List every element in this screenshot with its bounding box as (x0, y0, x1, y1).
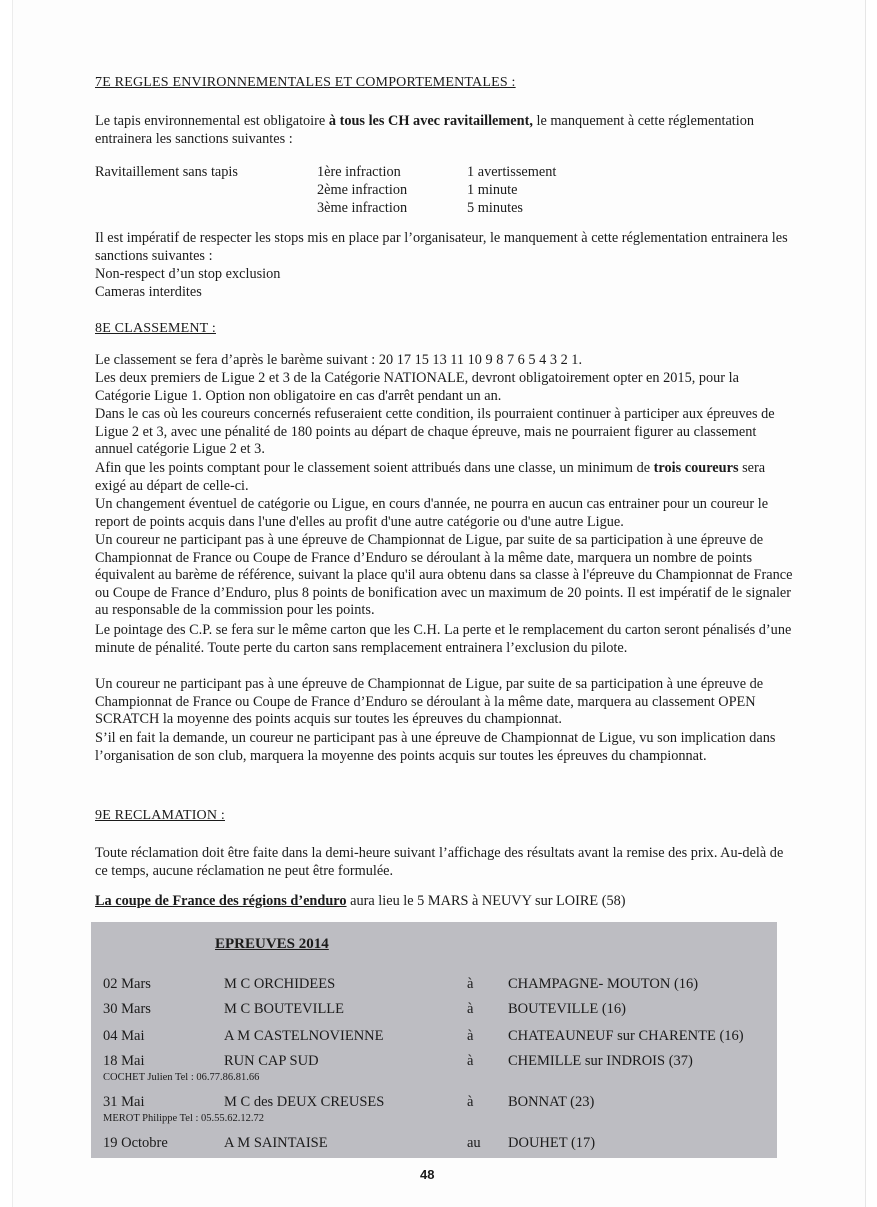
event-city: DOUHET (17) (508, 1135, 596, 1151)
section-8-paragraph-1: Le classement se fera d’après le barème suivant : 20 17 15 13 11 10 9 8 7 6 5 4 3 2 1. (95, 352, 583, 368)
section-8-paragraph-4: Afin que les points comptant pour le classement soient attribués dans une classe, un minimum de trois coureurs sera exigé au départ de celle-ci. (95, 460, 766, 494)
event-city: CHATEAUNEUF sur CHARENTE (16) (508, 1028, 744, 1044)
event-preposition: à (467, 1028, 474, 1044)
section-7-heading (95, 75, 516, 91)
section-7-heading-rest: EGLES ENVIRONNEMENTALES ET COMPORTEMENTALES : (124, 75, 516, 90)
event-date: 04 Mai (103, 1028, 145, 1044)
event-preposition: à (467, 1094, 474, 1110)
sanction-label: Ravitaillement sans tapis (95, 164, 238, 180)
event-club: M C ORCHIDEES (224, 976, 336, 992)
event-city: CHEMILLE sur INDROIS (37) (508, 1053, 693, 1069)
cup-announcement: La coupe de France des régions d’enduro aura lieu le 5 MARS à NEUVY sur LOIRE (58) (95, 893, 626, 909)
event-date: 02 Mars (103, 976, 151, 992)
sanction-row: 2ème infraction 1 minute (317, 182, 518, 198)
event-date: 18 Mai (103, 1053, 145, 1069)
section-8-paragraph-8: Un coureur ne participant pas à une épreuve de Championnat de Ligue, par suite de sa participation à une épreuve de Championnat de France ou Coupe de France d’Enduro se déroulant à la même date, marquera au classement OPEN SCRATCH la moyenne des points acquis sur toutes les épreuves du championnat. (95, 676, 764, 728)
section-8-paragraph-5: Un changement éventuel de catégorie ou Ligue, en cours d'année, ne pourra en aucun cas entrainer pour un coureur le report de points acquis dans l'une d'elles au profit d'une autre catégorie ou d'une autre Ligue. (95, 496, 769, 530)
section-7-paragraph-1: Le tapis environnemental est obligatoire à tous les CH avec ravitaillement, le manquement à cette réglementation entrainera les sanctions suivantes : (95, 113, 755, 147)
sanction-row: 1ère infraction 1 avertissement (317, 164, 557, 180)
event-date: 19 Octobre (103, 1135, 168, 1151)
event-club: RUN CAP SUD (224, 1053, 319, 1069)
event-city: BOUTEVILLE (16) (508, 1001, 626, 1017)
events-title: EPREUVES 2014 (215, 936, 329, 952)
event-preposition: à (467, 1001, 474, 1017)
event-club: A M CASTELNOVIENNE (224, 1028, 384, 1044)
event-date: 30 Mars (103, 1001, 151, 1017)
event-club: M C des DEUX CREUSES (224, 1094, 385, 1110)
event-city: BONNAT (23) (508, 1094, 595, 1110)
event-preposition: au (467, 1135, 481, 1151)
event-club: M C BOUTEVILLE (224, 1001, 345, 1017)
sanction-row: 3ème infraction 5 minutes (317, 200, 523, 216)
cup-link[interactable]: La coupe de France des régions d’enduro (95, 893, 347, 909)
event-date: 31 Mai (103, 1094, 145, 1110)
section-8-paragraph-2: Les deux premiers de Ligue 2 et 3 de la Catégorie NATIONALE, devront obligatoirement opter en 2015, pour la Catégorie Ligue 1. Option non obligatoire en cas d'arrêt pendant un an. (95, 370, 739, 404)
section-8-paragraph-3: Dans le cas où les coureurs concernés refuseraient cette condition, ils pourraient continuer à participer aux épreuves de Ligue 2 et 3, avec une pénalité de 180 points au départ de chaque épreuve, mais ne pourraient figurer au classement annuel catégorie Ligue 2 et 3. (95, 406, 775, 458)
section-8-paragraph-7: Le pointage des C.P. se fera sur le même carton que les C.H. La perte et le remplacement du carton seront pénalisés d’une minute de pénalité. Toute perte du carton sans remplacement entrainera l’exclusion du pilote. (95, 622, 792, 656)
event-contact: COCHET Julien Tel : 06.77.86.81.66 (103, 1072, 260, 1083)
page-number: 48 (420, 1167, 435, 1182)
section-7-paragraph-2: Il est impératif de respecter les stops mis en place par l’organisateur, le manquement à cette réglementation entrainera les sanctions suivantes : (95, 230, 788, 264)
event-city: CHAMPAGNE- MOUTON (16) (508, 976, 699, 992)
section-7-paragraph-4: Cameras interdites (95, 284, 202, 300)
event-club: A M SAINTAISE (224, 1135, 328, 1151)
section-8-heading: 8E CLASSEMENT : (95, 321, 216, 336)
event-contact: MEROT Philippe Tel : 05.55.62.12.72 (103, 1113, 265, 1124)
section-8-paragraph-6: Un coureur ne participant pas à une épreuve de Championnat de Ligue, par suite de sa participation à une épreuve de Championnat de France ou Coupe de France d’Enduro se déroulant à la même date, marquera un nombre de points équivalent au barème de référence, suivant la place qu'il aura obtenu dans sa classe à l'épreuve du Championnat de France ou Coupe de France d’Enduro, plus 8 points de bonification avec un maximum de 20 points. Il est impératif de le signaler au responsable de la commission pour les points. (95, 532, 793, 619)
section-8-paragraph-9: S’il en fait la demande, un coureur ne participant pas à une épreuve de Championnat de Ligue, vu son implication dans l’organisation de son club, marquera la moyenne des points acquis sur toutes les épreuves du championnat. (95, 730, 776, 764)
section-7-paragraph-3: Non-respect d’un stop exclusion (95, 266, 281, 282)
section-7-heading-prefix: 7E R (95, 75, 125, 90)
section-9-paragraph-1: Toute réclamation doit être faite dans la demi-heure suivant l’affichage des résultats avant la remise des prix. Au-delà de ce temps, aucune réclamation ne peut être formulée. (95, 845, 784, 879)
events-table (91, 922, 777, 1158)
event-preposition: à (467, 1053, 474, 1069)
event-preposition: à (467, 976, 474, 992)
section-9-heading: 9E RECLAMATION : (95, 808, 225, 823)
